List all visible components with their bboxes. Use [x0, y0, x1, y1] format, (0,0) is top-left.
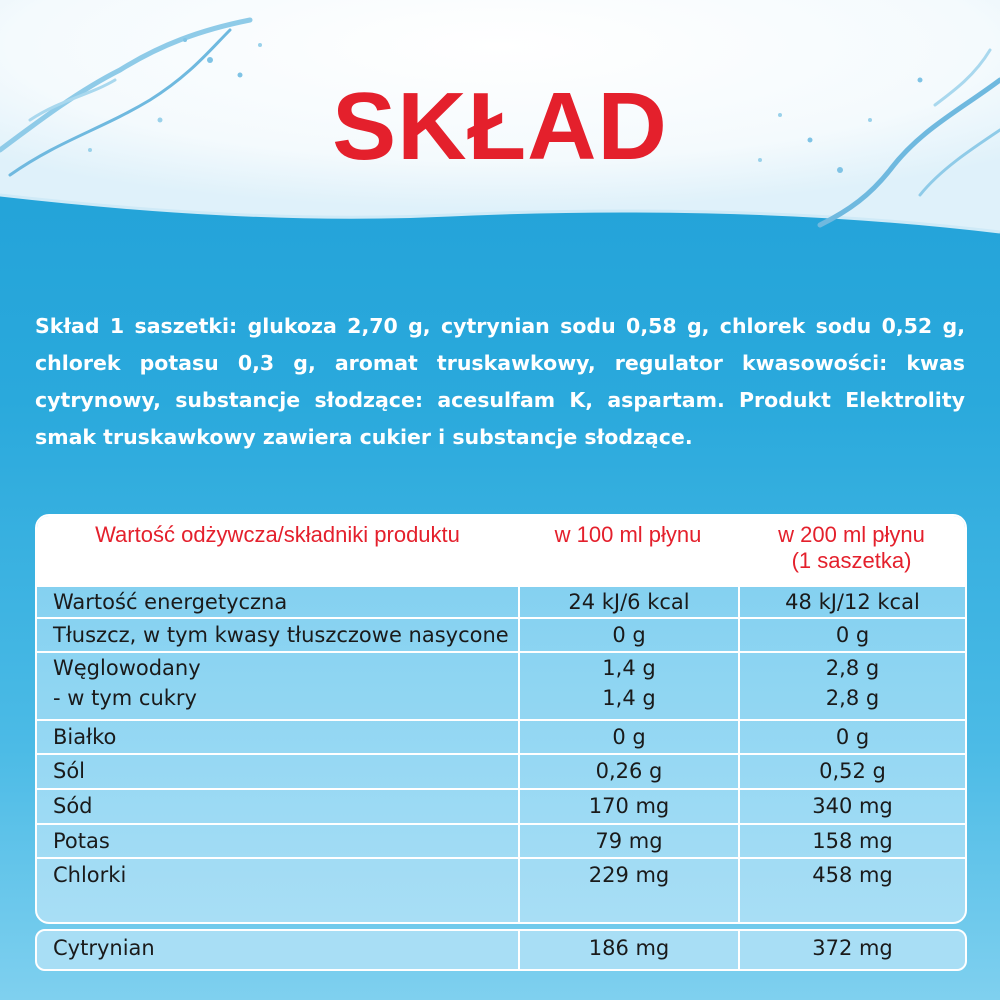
row-per-200ml: 458 mg [738, 859, 965, 924]
row-per-200ml: 372 mg [738, 931, 965, 969]
row-per-200ml: 0,52 g [738, 755, 965, 790]
row-per-200ml: 48 kJ/12 kcal [738, 587, 965, 619]
row-per-100ml: 0 g [518, 721, 738, 755]
header-per-100ml: w 100 ml płynu [554, 522, 702, 547]
row-per-200ml: 0 g [738, 721, 965, 755]
row-per-200ml: 0 g [738, 619, 965, 653]
table-header [37, 516, 965, 585]
row-subname: - w tym cukry [53, 686, 197, 710]
nutrition-table [35, 514, 967, 924]
table-row [37, 788, 965, 825]
header-nutrient: Wartość odżywcza/składniki produktu [95, 522, 460, 547]
row-per-100ml: 0,26 g [518, 755, 738, 790]
citrate-row [35, 929, 967, 971]
row-per-200ml: 2,8 g 2,8 g [738, 653, 965, 721]
composition-text: Skład 1 saszetki: glukoza 2,70 g, cytrynian sodu 0,58 g, chlorek sodu 0,52 g, chlorek potasu 0,3 g, aromat truskawkowy, regulator kwasowości: kwas cytrynowy, substancje słodzące: acesulfam K, aspartam. Produkt Elektrolity smak truskawkowy zawiera cukier i substancje słodzące. [35, 314, 965, 449]
row-name: Sól [53, 759, 86, 783]
row-per-200ml: 158 mg [738, 825, 965, 859]
row-per-100ml: 229 mg [518, 859, 738, 924]
row-per-100ml: 186 mg [518, 931, 738, 969]
row-name: Sód [53, 794, 93, 818]
row-name: Węglowodany - w tym cukry [37, 653, 518, 721]
row-name: Białko [53, 725, 117, 749]
row-name: Potas [53, 829, 110, 853]
row-per-200ml: 340 mg [738, 790, 965, 825]
header-per-200ml [738, 522, 965, 574]
row-name: Chlorki [53, 863, 127, 887]
row-name: Wartość energetyczna [53, 590, 288, 614]
row-per-100ml: 24 kJ/6 kcal [518, 587, 738, 619]
table-row [37, 823, 965, 859]
header-per-200ml-line1: w 200 ml płynu [778, 522, 925, 547]
row-per-100ml: 79 mg [518, 825, 738, 859]
row-per-100ml: 1,4 g 1,4 g [518, 653, 738, 721]
row-per-100ml: 170 mg [518, 790, 738, 825]
row-name: Tłuszcz, w tym kwasy tłuszczowe nasycone [53, 623, 509, 647]
table-row [37, 857, 965, 924]
table-row [37, 585, 965, 619]
table-row [37, 753, 965, 790]
header-per-200ml-line2: (1 saszetka) [791, 548, 912, 573]
page-title: SKŁAD [332, 73, 668, 180]
table-row [37, 719, 965, 755]
table-row [37, 617, 965, 653]
row-per-100ml: 0 g [518, 619, 738, 653]
row-name: Cytrynian [53, 936, 155, 960]
table-row [37, 651, 965, 721]
